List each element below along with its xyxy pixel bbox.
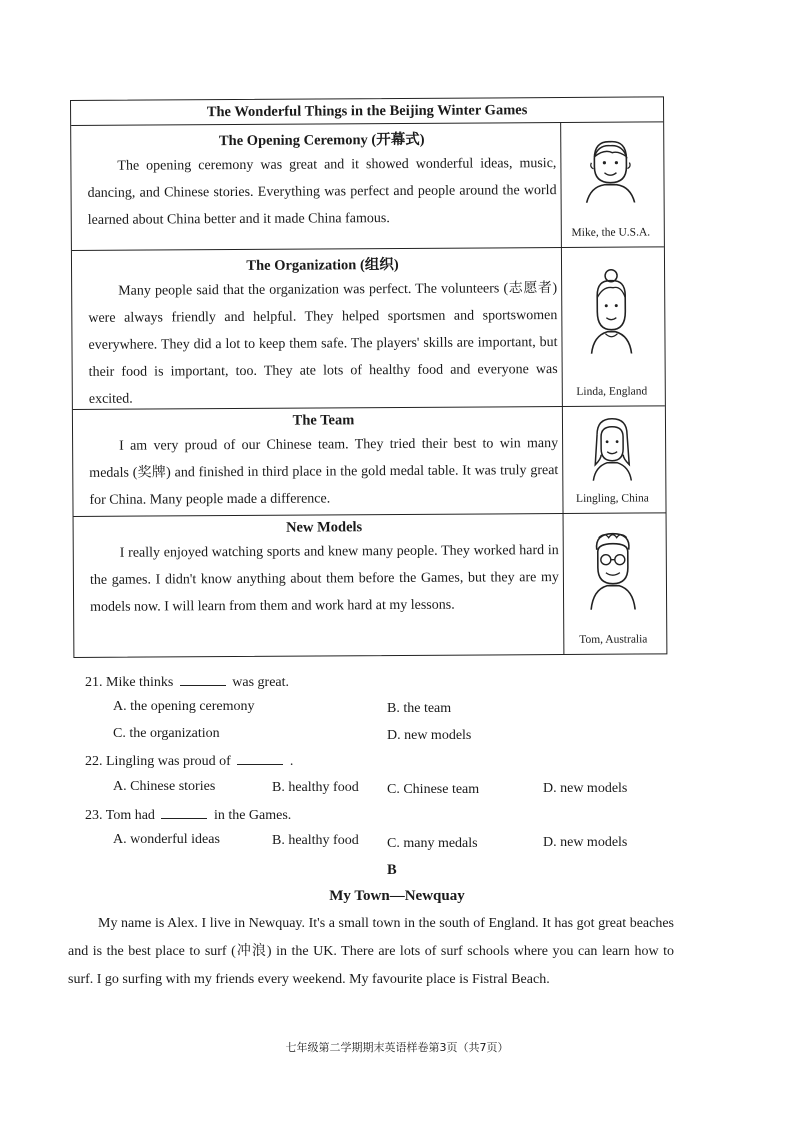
question-stem-after: was great.: [232, 675, 290, 690]
person-caption: Tom, Australia: [579, 633, 648, 646]
section-heading: The Opening Ceremony (开幕式): [218, 131, 425, 150]
question-stem-after: in the Games.: [213, 808, 292, 823]
section-body: The opening ceremony was great and it showed wonderful ideas, music, dancing, and Chinese stories. Everything was perfect and people around the world learned about China better and it made China famous.: [87, 156, 557, 228]
passage-title: My Town—Newquay: [329, 888, 465, 904]
option-d[interactable]: D. new models: [543, 781, 628, 796]
answer-blank[interactable]: [180, 673, 226, 686]
section-body: I really enjoyed watching sports and knew many people. They worked hard in the games. I didn't know anything about them before the Games, but they are my models now. I will learn from them and work hard at my lessons.: [89, 543, 559, 615]
girl-portrait-icon: [583, 268, 640, 354]
option-b[interactable]: B. healthy food: [272, 780, 359, 795]
portrait-cell: [562, 247, 661, 406]
option-b[interactable]: B. healthy food: [272, 833, 359, 848]
section-heading: The Organization (组织): [246, 256, 399, 274]
option-d[interactable]: D. new models: [387, 728, 472, 743]
portrait-cell: [561, 122, 660, 247]
section-heading: New Models: [286, 519, 363, 536]
passage-text: My name is Alex. I live in Newquay. It's a small town in the south of England. It has got great beaches and is the best place to surf (冲浪) in the UK. There are lots of surf schools where you can learn how to surf. I go surfing with my friends every weekend. My favourite place is Fistral Beach.: [68, 916, 674, 987]
section-text-cell: [74, 514, 565, 657]
girl-portrait-icon: [587, 415, 637, 481]
person-caption: Lingling, China: [575, 492, 649, 505]
answer-blank[interactable]: [161, 806, 207, 819]
option-c[interactable]: C. Chinese team: [387, 782, 480, 797]
option-d[interactable]: D. new models: [543, 835, 628, 850]
person-caption: Mike, the U.S.A.: [571, 226, 651, 239]
boy-portrait-icon: [582, 137, 638, 203]
section-body: Many people said that the organization was perfect. The volunteers (志愿者) were always friendly and helpful. They helped sportsmen and sportswomen everywhere. They did a lot to keep them safe. The players' skills are important, but their food is important, too. They ate lots of healthy food and everyone was excited.: [88, 281, 558, 407]
portrait-cell: [563, 406, 662, 513]
table-title: The Wonderful Things in the Beijing Winter Games: [71, 97, 663, 126]
table-row: [71, 122, 664, 251]
table-row: [73, 406, 666, 517]
question-stem: [85, 752, 293, 770]
question-stem-after: .: [289, 754, 294, 769]
reading-table: [70, 96, 667, 658]
section-body: I am very proud of our Chinese team. They tried their best to win many medals (奖牌) and finished in third place in the gold medal table. It was truly great for China. Many people made a difference.: [89, 436, 559, 508]
section-text-cell: [71, 123, 562, 250]
option-b[interactable]: B. the team: [387, 701, 452, 716]
question-stem: [85, 673, 289, 691]
boy-with-glasses-portrait-icon: [585, 530, 641, 610]
option-a[interactable]: A. wonderful ideas: [113, 832, 220, 847]
table-row: [72, 247, 665, 410]
table-row: [74, 513, 667, 657]
person-caption: Linda, England: [576, 385, 648, 398]
option-a[interactable]: A. Chinese stories: [113, 779, 216, 794]
section-text-cell: [73, 407, 564, 516]
section-text-cell: [72, 248, 563, 409]
question-stem-before: 22. Lingling was proud of: [85, 754, 231, 769]
part-label: B: [387, 862, 397, 878]
question-stem-before: 23. Tom had: [85, 808, 155, 823]
option-c[interactable]: C. the organization: [113, 726, 220, 741]
answer-blank[interactable]: [237, 752, 283, 765]
option-a[interactable]: A. the opening ceremony: [113, 699, 255, 714]
question-stem: [85, 806, 291, 824]
option-c[interactable]: C. many medals: [387, 836, 478, 851]
section-heading: The Team: [292, 412, 355, 429]
page-footer: 七年级第二学期期末英语样卷第3页（共7页）: [285, 1041, 509, 1054]
portrait-cell: [564, 513, 663, 654]
question-stem-before: 21. Mike thinks: [85, 675, 174, 690]
